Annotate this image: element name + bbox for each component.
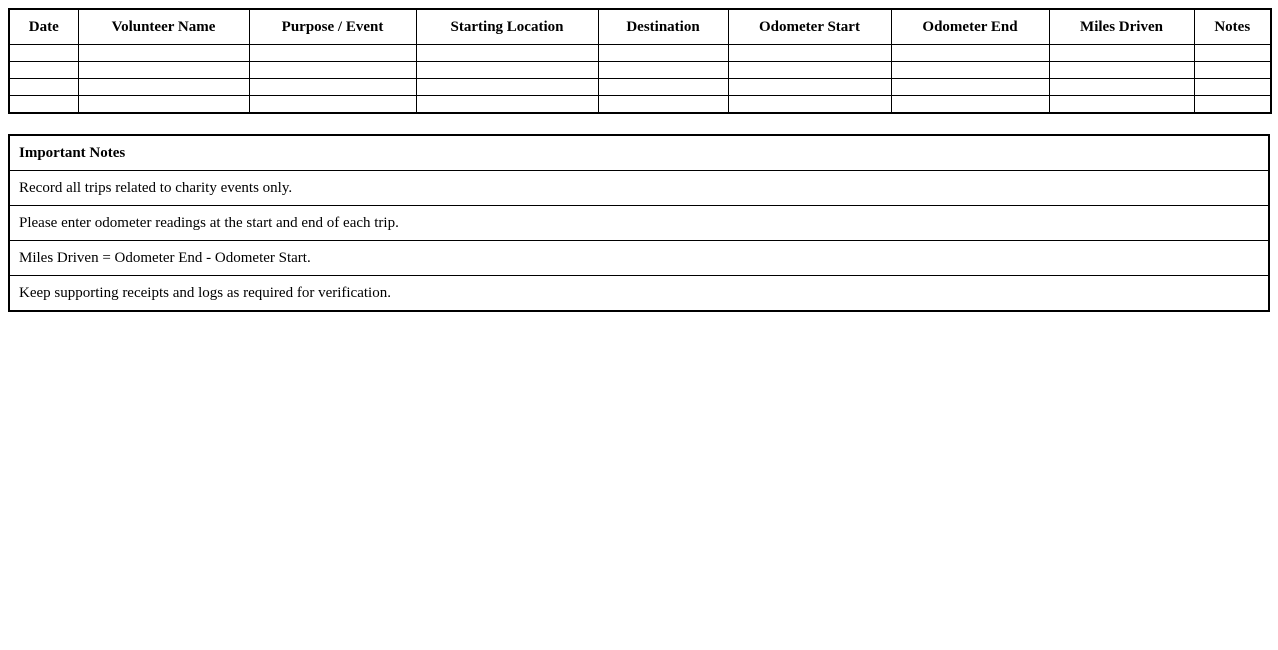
log-empty-row	[9, 79, 1271, 96]
log-empty-cell	[78, 45, 249, 62]
notes-header: Important Notes	[9, 135, 1269, 171]
log-empty-cell	[78, 96, 249, 114]
log-empty-cell	[728, 79, 891, 96]
log-empty-cell	[416, 96, 598, 114]
log-empty-cell	[1194, 45, 1271, 62]
mileage-log-table	[8, 8, 1272, 114]
column-header-notes: Notes	[1194, 9, 1271, 45]
log-empty-cell	[598, 79, 728, 96]
notes-header-row	[9, 135, 1269, 171]
log-empty-cell	[416, 62, 598, 79]
column-header-odometer-start: Odometer Start	[728, 9, 891, 45]
column-header-miles-driven: Miles Driven	[1049, 9, 1194, 45]
note-text: Please enter odometer readings at the start and end of each trip.	[9, 206, 1269, 241]
note-text: Record all trips related to charity events only.	[9, 171, 1269, 206]
log-empty-cell	[891, 62, 1049, 79]
log-header-row	[9, 9, 1271, 45]
log-empty-cell	[1194, 62, 1271, 79]
note-row	[9, 241, 1269, 276]
note-row	[9, 276, 1269, 312]
column-header-starting-location: Starting Location	[416, 9, 598, 45]
log-empty-row	[9, 62, 1271, 79]
log-empty-cell	[1049, 45, 1194, 62]
column-header-odometer-end: Odometer End	[891, 9, 1049, 45]
log-empty-cell	[728, 62, 891, 79]
log-empty-cell	[249, 62, 416, 79]
log-empty-cell	[1194, 79, 1271, 96]
log-empty-cell	[78, 62, 249, 79]
log-empty-row	[9, 45, 1271, 62]
log-empty-cell	[891, 96, 1049, 114]
note-text: Miles Driven = Odometer End - Odometer Start.	[9, 241, 1269, 276]
important-notes-table	[8, 134, 1270, 312]
column-header-destination: Destination	[598, 9, 728, 45]
log-empty-cell	[416, 79, 598, 96]
log-empty-cell	[249, 79, 416, 96]
log-empty-cell	[9, 62, 78, 79]
log-empty-cell	[891, 45, 1049, 62]
log-empty-cell	[9, 45, 78, 62]
log-empty-cell	[598, 96, 728, 114]
log-empty-cell	[1194, 96, 1271, 114]
log-empty-cell	[598, 45, 728, 62]
log-empty-cell	[891, 79, 1049, 96]
log-empty-row	[9, 96, 1271, 114]
log-empty-cell	[728, 45, 891, 62]
column-header-purpose-event: Purpose / Event	[249, 9, 416, 45]
log-empty-cell	[9, 96, 78, 114]
log-empty-cell	[1049, 79, 1194, 96]
log-empty-cell	[249, 96, 416, 114]
note-text: Keep supporting receipts and logs as required for verification.	[9, 276, 1269, 312]
note-row	[9, 171, 1269, 206]
log-empty-cell	[598, 62, 728, 79]
log-empty-cell	[416, 45, 598, 62]
column-header-date: Date	[9, 9, 78, 45]
column-header-volunteer-name: Volunteer Name	[78, 9, 249, 45]
log-empty-cell	[249, 45, 416, 62]
log-empty-cell	[1049, 62, 1194, 79]
log-empty-cell	[728, 96, 891, 114]
note-row	[9, 206, 1269, 241]
log-table-body	[9, 45, 1271, 114]
log-empty-cell	[1049, 96, 1194, 114]
log-empty-cell	[9, 79, 78, 96]
log-empty-cell	[78, 79, 249, 96]
